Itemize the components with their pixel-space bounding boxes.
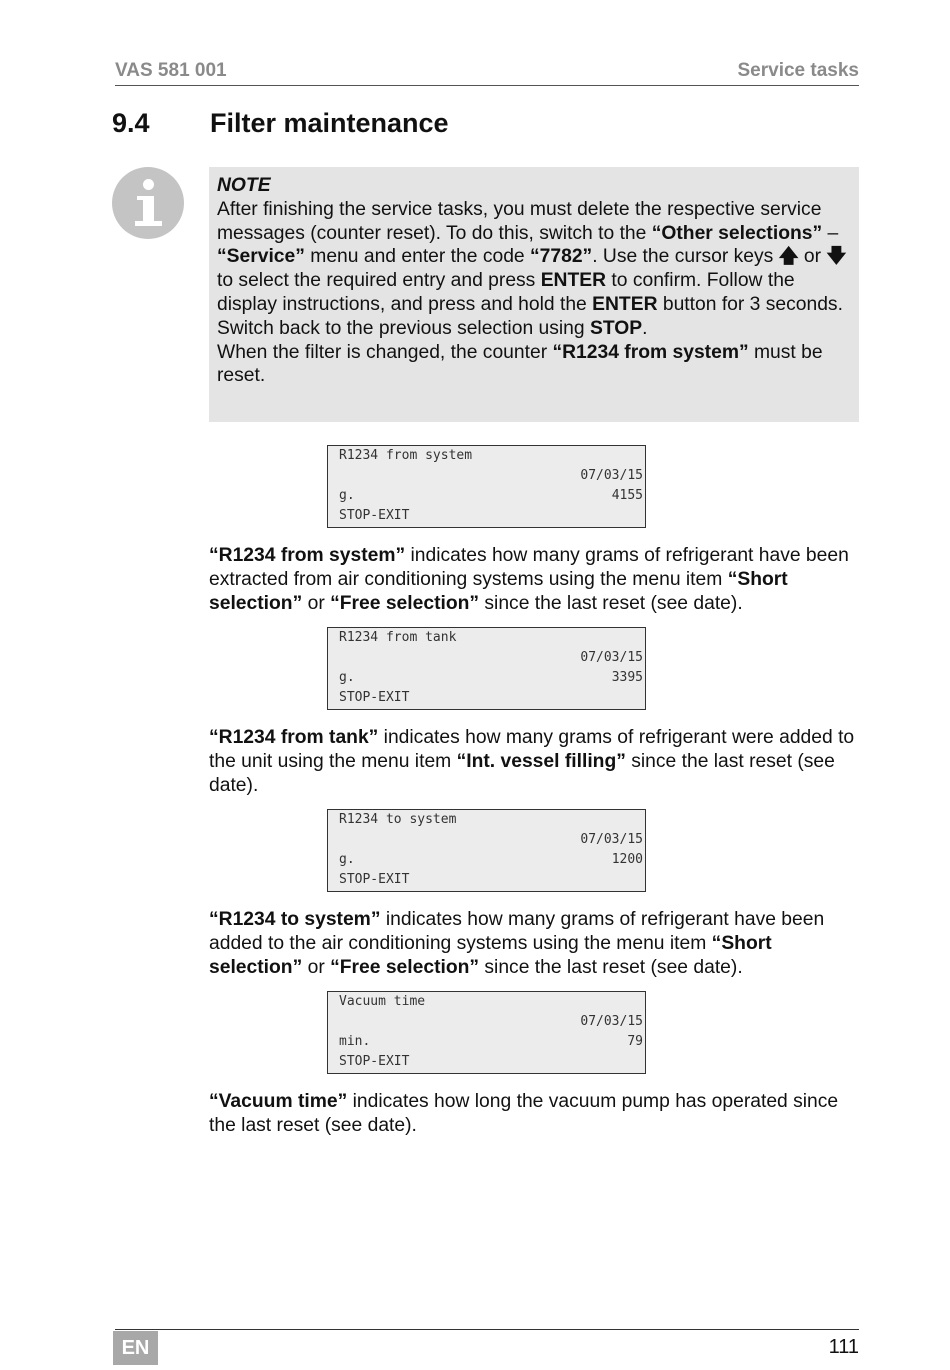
section-number: 9.4 [112,108,150,138]
lcd-date: 07/03/15 [580,468,643,483]
document-id: VAS 581 001 [115,60,227,81]
lcd-footer: STOP-EXIT [339,508,410,523]
lcd-display-r1234-to-system [327,809,646,892]
lcd-value: 1200 [611,852,643,867]
chapter-title: Service tasks [737,60,859,81]
description-r1234-from-tank: “R1234 from tank” indicates how many grams of refrigerant were added to the unit using the menu item “Int. vessel filling” since the last reset (see date). [209,727,855,796]
lcd-value: 4155 [611,488,643,503]
lcd-footer: STOP-EXIT [339,690,410,705]
lcd-date: 07/03/15 [580,1014,643,1029]
lcd-footer: STOP-EXIT [339,1054,410,1069]
note-title: NOTE [217,175,271,196]
info-icon [112,167,184,239]
lcd-unit: g. [339,670,355,685]
page-header [115,60,859,86]
description-r1234-from-system: “R1234 from system” indicates how many grams of refrigerant have been extracted from air conditioning systems using the menu item “Short selection” or “Free selection” since the last reset (see date). [209,545,849,614]
lcd-footer: STOP-EXIT [339,872,410,887]
note-paragraph-reset: When the filter is changed, the counter “R1234 from system” must be reset. [217,341,823,387]
description-r1234-to-system: “R1234 to system” indicates how many grams of refrigerant have been added to the air conditioning systems using the menu item “Short selection” or “Free selection” since the last reset (see date). [209,909,825,978]
section-title: Filter maintenance [210,108,449,138]
lcd-title: Vacuum time [339,994,426,1009]
lcd-display-r1234-from-tank [327,627,646,710]
note-text [217,174,853,388]
lcd-value: 3395 [611,670,643,685]
down-arrow-icon: 🡇 [826,246,847,268]
footer-divider [115,1329,859,1330]
lcd-date: 07/03/15 [580,650,643,665]
lcd-unit: g. [339,852,355,867]
page-number: 111 [828,1336,859,1358]
up-arrow-icon: 🡅 [778,246,799,268]
description-vacuum-time: “Vacuum time” indicates how long the vacuum pump has operated since the last reset (see date). [209,1091,839,1136]
lcd-title: R1234 from system [339,448,473,463]
lcd-unit: g. [339,488,355,503]
note-paragraph: After finishing the service tasks, you must delete the respective service messages (counter reset). To do this, switch to the “Other selections” – “Service” menu and enter the code “7782”. Use the cursor keys 🡅 or 🡇 to select the required entry and press ENTER to confirm. Follow the display instructions, and press and hold the ENTER button for 3 seconds. Switch back to the previous selection using STOP. [217,198,847,339]
lcd-display-r1234-from-system [327,445,646,528]
lcd-display-vacuum-time [327,991,646,1074]
lcd-date: 07/03/15 [580,832,643,847]
language-badge: EN [113,1331,158,1365]
lcd-title: R1234 to system [339,812,457,827]
lcd-value: 79 [627,1034,643,1049]
lcd-unit: min. [339,1034,371,1049]
lcd-title: R1234 from tank [339,630,457,645]
